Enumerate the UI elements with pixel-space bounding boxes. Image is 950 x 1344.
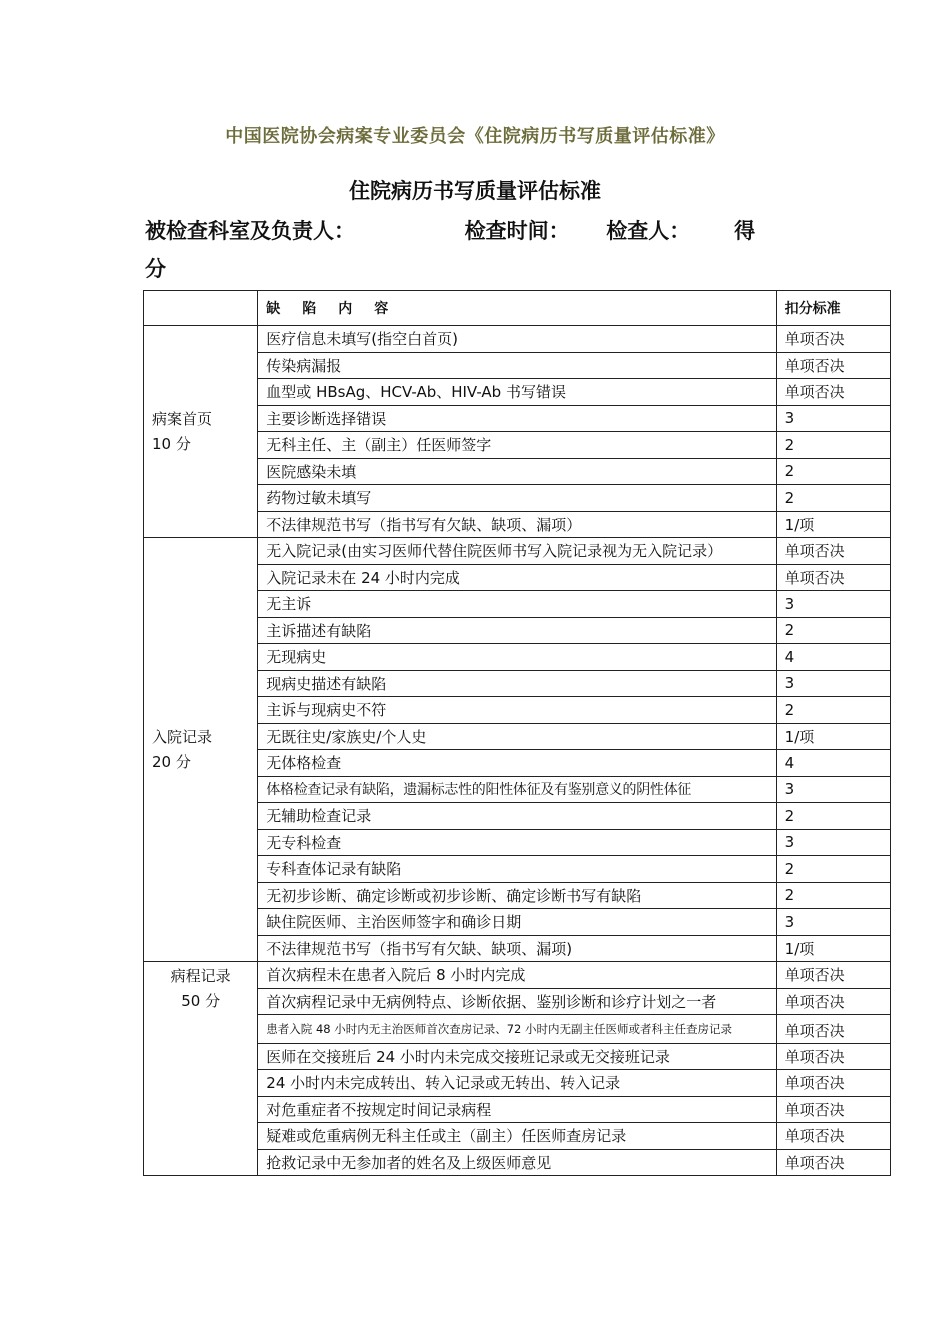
defect-content: 血型或 HBsAg、HCV-Ab、HIV-Ab 书写错误 — [258, 379, 776, 406]
table-row — [144, 326, 891, 353]
deduction-score: 单项否决 — [776, 564, 890, 591]
defect-content: 患者入院 48 小时内无主治医师首次查房记录、72 小时内无副主任医师或者科主任查房记录 — [258, 1015, 776, 1044]
header-category-cell — [144, 291, 258, 326]
defect-content: 体格检查记录有缺陷，遗漏标志性的阳性体征及有鉴别意义的阴性体征 — [258, 776, 776, 803]
deduction-score: 3 — [776, 909, 890, 936]
category-name: 入院记录 — [152, 727, 213, 746]
category-points: 50 分 — [181, 992, 221, 1010]
deduction-score: 2 — [776, 856, 890, 883]
defect-content: 无现病史 — [258, 644, 776, 671]
table-row — [144, 962, 891, 989]
check-time-label: 检查时间： — [464, 219, 570, 243]
table-row — [144, 538, 891, 565]
inspection-info-line — [145, 212, 825, 288]
defect-content: 首次病程未在患者入院后 8 小时内完成 — [258, 962, 776, 989]
deduction-score: 4 — [776, 750, 890, 777]
deduction-score: 单项否决 — [776, 538, 890, 565]
header-score-cell — [776, 291, 890, 326]
deduction-score: 单项否决 — [776, 1149, 890, 1176]
deduction-score: 单项否决 — [776, 1015, 890, 1044]
header-score-label: 扣分标准 — [784, 301, 841, 317]
deduction-score: 3 — [776, 776, 890, 803]
defect-content: 医师在交接班后 24 小时内未完成交接班记录或无交接班记录 — [258, 1043, 776, 1070]
category-points: 10 分 — [152, 434, 191, 453]
deduction-score: 2 — [776, 432, 890, 459]
defect-content: 传染病漏报 — [258, 352, 776, 379]
defect-content: 抢救记录中无参加者的姓名及上级医师意见 — [258, 1149, 776, 1176]
defect-content: 无既往史/家族史/个人史 — [258, 723, 776, 750]
deduction-score: 单项否决 — [776, 1043, 890, 1070]
evaluation-table — [143, 290, 891, 1176]
deduction-score: 单项否决 — [776, 326, 890, 353]
deduction-score: 单项否决 — [776, 352, 890, 379]
defect-content: 疑难或危重病例无科主任或主（副主）任医师查房记录 — [258, 1123, 776, 1150]
defect-content: 缺住院医师、主治医师签字和确诊日期 — [258, 909, 776, 936]
defect-content: 主诉与现病史不符 — [258, 697, 776, 724]
deduction-score: 3 — [776, 670, 890, 697]
deduction-score: 2 — [776, 882, 890, 909]
defect-content: 24 小时内未完成转出、转入记录或无转出、转入记录 — [258, 1070, 776, 1097]
defect-content: 对危重症者不按规定时间记录病程 — [258, 1096, 776, 1123]
deduction-score: 1/项 — [776, 511, 890, 538]
defect-content: 无专科检查 — [258, 829, 776, 856]
header-content-cell — [258, 291, 776, 326]
deduction-score: 2 — [776, 458, 890, 485]
deduction-score: 2 — [776, 803, 890, 830]
defect-content: 现病史描述有缺陷 — [258, 670, 776, 697]
deduction-score: 1/项 — [776, 935, 890, 962]
category-name: 病程记录 — [170, 967, 231, 985]
deduction-score: 1/项 — [776, 723, 890, 750]
score-label-part2: 分 — [145, 257, 166, 281]
deduction-score: 单项否决 — [776, 1123, 890, 1150]
defect-content: 无辅助检查记录 — [258, 803, 776, 830]
dept-label: 被检查科室及负责人： — [145, 219, 355, 243]
defect-content: 医疗信息未填写(指空白首页) — [258, 326, 776, 353]
deduction-score: 单项否决 — [776, 1096, 890, 1123]
defect-content: 无初步诊断、确定诊断或初步诊断、确定诊断书写有缺陷 — [258, 882, 776, 909]
table-header-row — [144, 291, 891, 326]
defect-content: 无科主任、主（副主）任医师签字 — [258, 432, 776, 459]
document-header-title: 中国医院协会病案专业委员会《住院病历书写质量评估标准》 — [225, 126, 725, 147]
deduction-score: 3 — [776, 591, 890, 618]
deduction-score: 2 — [776, 697, 890, 724]
deduction-score: 单项否决 — [776, 379, 890, 406]
category-name: 病案首页 — [152, 409, 213, 428]
defect-content: 首次病程记录中无病例特点、诊断依据、鉴别诊断和诊疗计划之一者 — [258, 988, 776, 1015]
page-title: 住院病历书写质量评估标准 — [349, 179, 601, 203]
deduction-score: 3 — [776, 405, 890, 432]
category-cell-admission-record — [144, 538, 258, 962]
deduction-score: 单项否决 — [776, 988, 890, 1015]
defect-content: 无主诉 — [258, 591, 776, 618]
defect-content: 无体格检查 — [258, 750, 776, 777]
deduction-score: 2 — [776, 485, 890, 512]
defect-content: 入院记录未在 24 小时内完成 — [258, 564, 776, 591]
deduction-score: 单项否决 — [776, 962, 890, 989]
defect-content: 专科查体记录有缺陷 — [258, 856, 776, 883]
score-label-part1: 得 — [734, 219, 756, 243]
defect-content: 医院感染未填 — [258, 458, 776, 485]
defect-content: 不法律规范书写（指书写有欠缺、缺项、漏项） — [258, 511, 776, 538]
deduction-score: 单项否决 — [776, 1070, 890, 1097]
deduction-score: 4 — [776, 644, 890, 671]
category-cell-front-page — [144, 326, 258, 538]
inspector-label: 检查人： — [606, 219, 691, 243]
defect-content: 药物过敏未填写 — [258, 485, 776, 512]
header-content-label: 缺陷内容 — [266, 301, 411, 317]
defect-content: 不法律规范书写（指书写有欠缺、缺项、漏项) — [258, 935, 776, 962]
category-cell-progress-record — [144, 962, 258, 1176]
defect-content: 主诉描述有缺陷 — [258, 617, 776, 644]
deduction-score: 2 — [776, 617, 890, 644]
defect-content: 无入院记录(由实习医师代替住院医师书写入院记录视为无入院记录） — [258, 538, 776, 565]
defect-content: 主要诊断选择错误 — [258, 405, 776, 432]
category-points: 20 分 — [152, 752, 191, 771]
deduction-score: 3 — [776, 829, 890, 856]
